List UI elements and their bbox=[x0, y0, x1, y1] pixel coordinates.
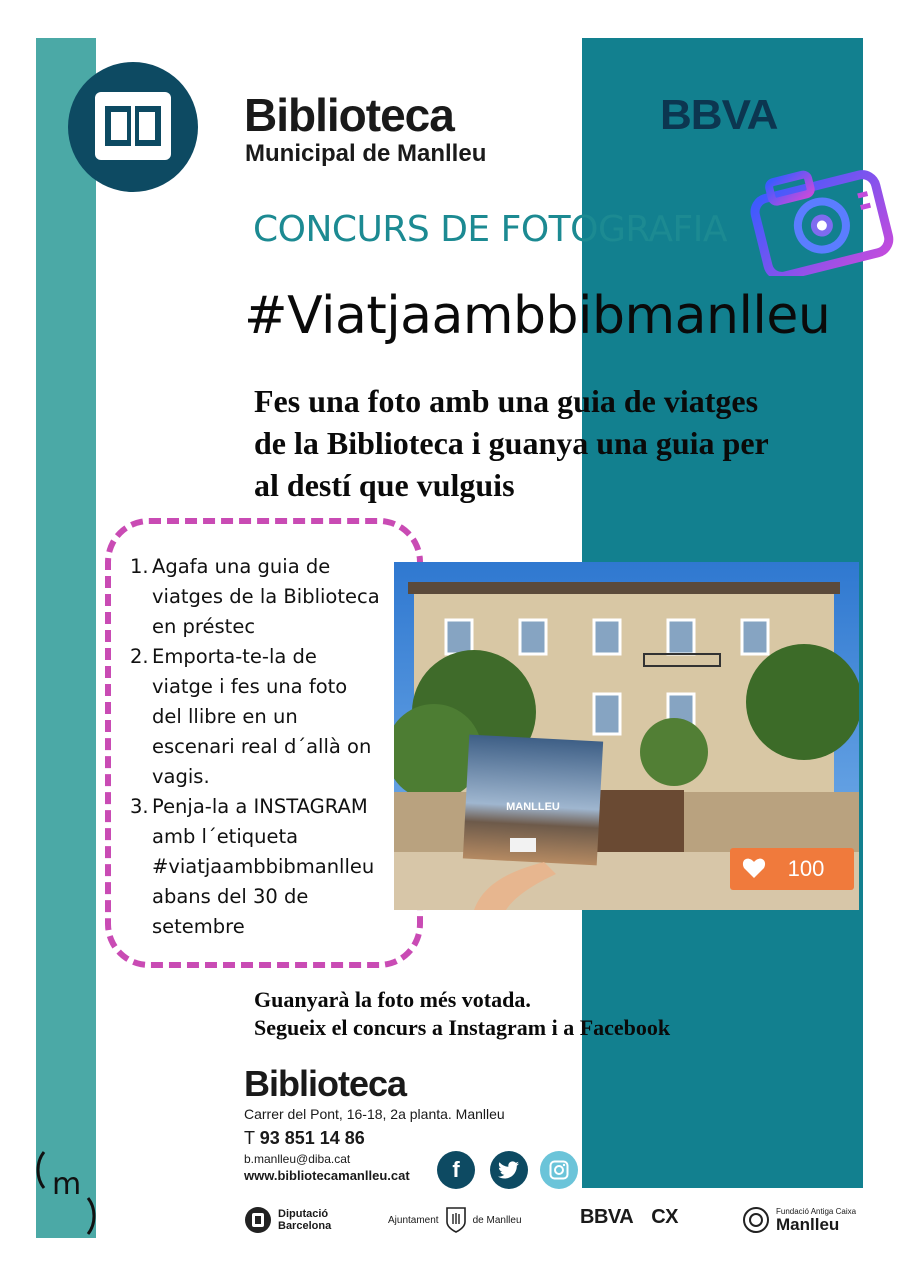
footer-address: Carrer del Pont, 16-18, 2a planta. Manlleu bbox=[244, 1106, 505, 1122]
shield-icon bbox=[445, 1206, 467, 1234]
closing-line: Guanyarà la foto més votada. bbox=[254, 987, 531, 1012]
step-line: Penja-la a INSTAGRAM bbox=[152, 795, 368, 818]
step-item bbox=[130, 792, 395, 942]
step-line: vagis. bbox=[152, 765, 210, 788]
step-line: Agafa una guia de bbox=[152, 555, 331, 578]
m-logo-letter: m bbox=[52, 1167, 82, 1202]
lead-line: al destí que vulguis bbox=[254, 467, 515, 503]
bbva-footer-logo: BBVA bbox=[580, 1206, 634, 1228]
footer-website[interactable]: www.bibliotecamanlleu.cat bbox=[244, 1168, 410, 1183]
steps-list bbox=[130, 552, 395, 942]
twitter-icon[interactable] bbox=[490, 1151, 528, 1189]
diputacio-barcelona-logo bbox=[244, 1206, 331, 1234]
camera-icon bbox=[744, 156, 894, 276]
bbva-logo: BBVA bbox=[660, 91, 778, 138]
step-item bbox=[130, 642, 395, 792]
cx-logo: CX bbox=[651, 1206, 678, 1228]
library-book-logo bbox=[68, 62, 198, 192]
fundacio-antiga-caixa-logo bbox=[742, 1206, 856, 1234]
fundacio-small-text: Fundació Antiga Caixa bbox=[776, 1207, 857, 1216]
like-count: 100 bbox=[787, 856, 825, 881]
m-logo bbox=[34, 1148, 104, 1242]
step-number: 2. bbox=[130, 645, 149, 668]
facebook-icon[interactable]: f bbox=[437, 1151, 475, 1189]
instagram-icon[interactable] bbox=[540, 1151, 578, 1189]
footer-phone bbox=[244, 1128, 365, 1149]
bbva-cx-logos bbox=[580, 1206, 678, 1229]
fundacio-big-text: Manlleu bbox=[776, 1215, 840, 1234]
library-subtitle: Municipal de Manlleu bbox=[245, 140, 487, 167]
ajuntament-label: de Manlleu bbox=[472, 1214, 522, 1226]
ajuntament-manlleu-logo bbox=[388, 1206, 522, 1234]
step-line: amb l´etiqueta bbox=[152, 825, 299, 848]
library-building-photo bbox=[394, 562, 859, 910]
step-line: #viatjaambbibmanlleu bbox=[152, 855, 375, 878]
step-item bbox=[130, 552, 395, 642]
step-line: del llibre en un bbox=[152, 705, 298, 728]
step-number: 1. bbox=[130, 555, 149, 578]
ajuntament-label: Ajuntament bbox=[388, 1214, 439, 1226]
fundacio-emblem-icon bbox=[742, 1206, 770, 1234]
lead-text bbox=[254, 380, 874, 506]
step-line: Emporta-te-la de bbox=[152, 645, 317, 668]
book-title: MANLLEU bbox=[506, 801, 560, 813]
step-line: abans del 30 de bbox=[152, 885, 309, 908]
lead-line: de la Biblioteca i guanya una guia per bbox=[254, 425, 769, 461]
step-line: escenari real d´allà on bbox=[152, 735, 372, 758]
contest-hashtag: #Viatjaambbibmanlleu bbox=[244, 286, 831, 346]
closing-text bbox=[254, 986, 670, 1042]
book-icon bbox=[95, 92, 171, 160]
lead-line: Fes una foto amb una guia de viatges bbox=[254, 383, 759, 419]
footer-email[interactable]: b.manlleu@diba.cat bbox=[244, 1152, 351, 1166]
diputacio-line: Diputació bbox=[278, 1208, 329, 1220]
left-teal-band bbox=[36, 38, 96, 1238]
step-line: viatges de la Biblioteca bbox=[152, 585, 380, 608]
contest-title: CONCURS DE FOTOGRAFIA bbox=[253, 209, 728, 250]
step-number: 3. bbox=[130, 795, 149, 818]
library-title: Biblioteca bbox=[244, 89, 454, 141]
diputacio-seal-icon bbox=[244, 1206, 272, 1234]
diputacio-line: Barcelona bbox=[278, 1220, 332, 1232]
closing-line: Segueix el concurs a Instagram i a Facebook bbox=[254, 1015, 671, 1040]
step-line: en préstec bbox=[152, 615, 256, 638]
footer-library-title: Biblioteca bbox=[244, 1063, 407, 1104]
phone-number: 93 851 14 86 bbox=[259, 1128, 365, 1148]
step-line: viatge i fes una foto bbox=[152, 675, 348, 698]
step-line: setembre bbox=[152, 915, 245, 938]
phone-prefix: T bbox=[244, 1128, 255, 1148]
